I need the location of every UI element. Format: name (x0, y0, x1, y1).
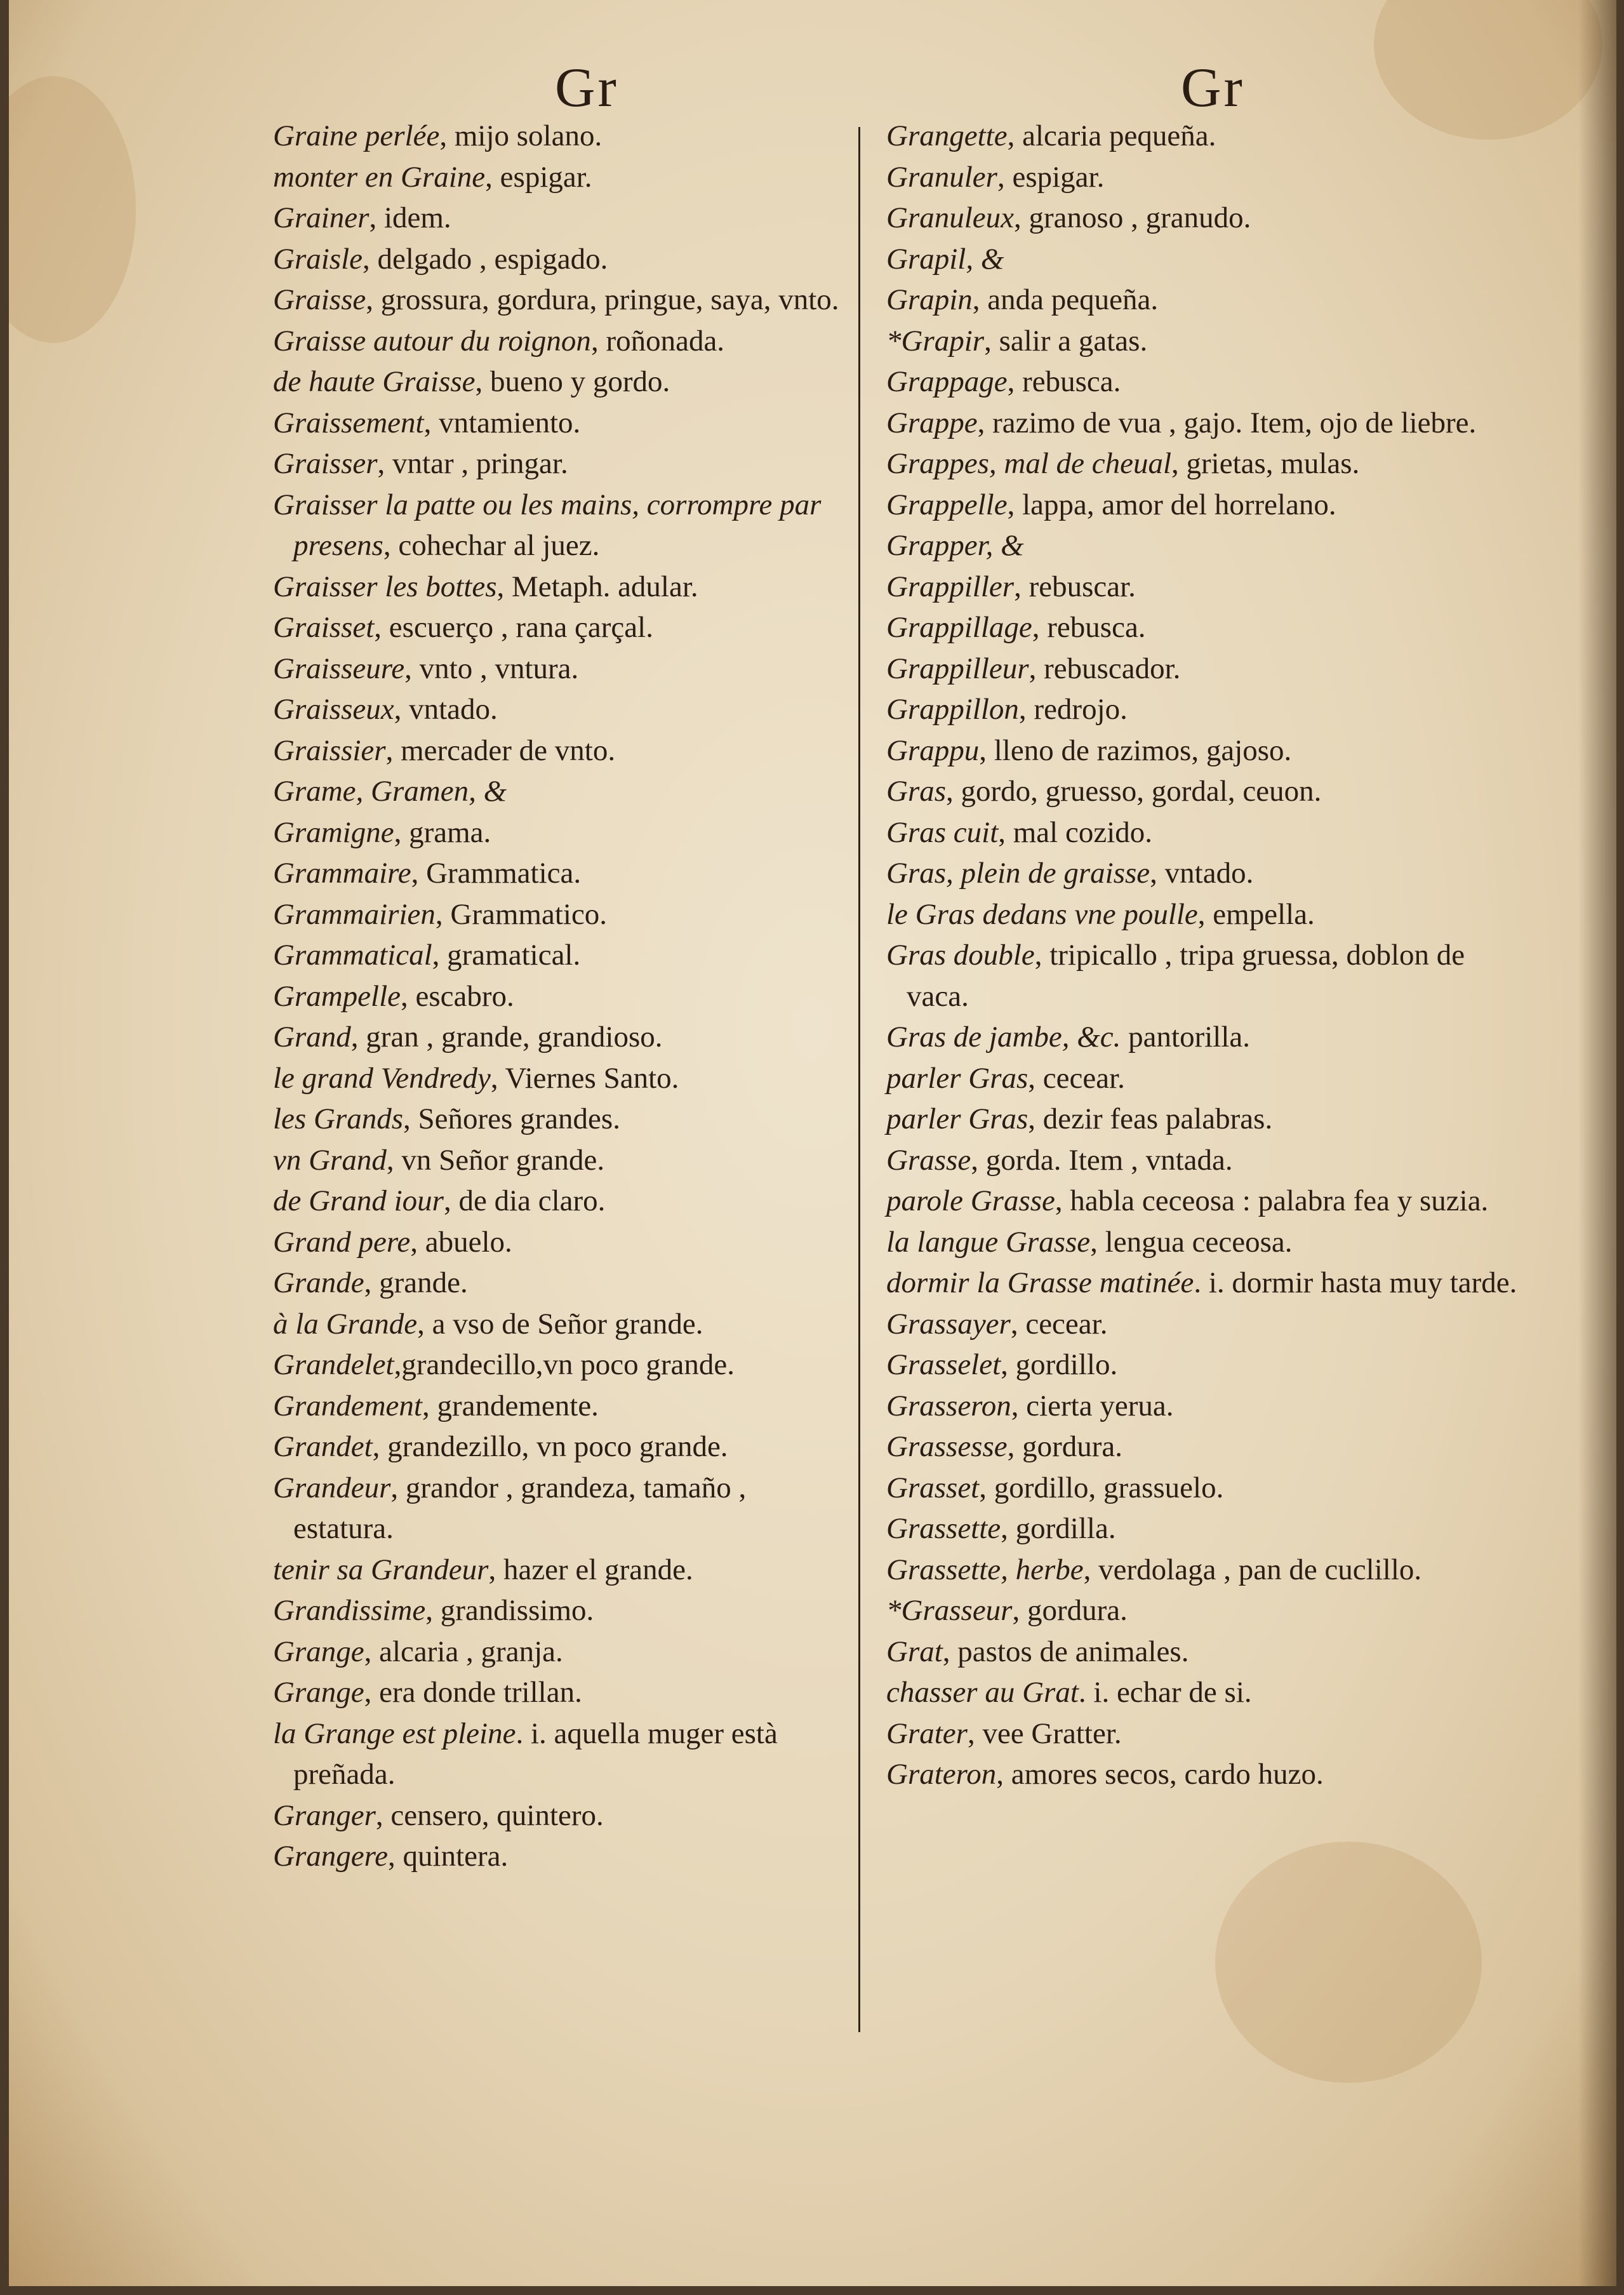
entry-definition: , grandemente. (422, 1389, 599, 1422)
entry-definition: , empella. (1197, 897, 1315, 931)
entry-headword: Grappes, mal de cheual (886, 447, 1172, 480)
entry-headword: parole Grasse (886, 1184, 1055, 1217)
entry-definition: , era donde trillan. (364, 1676, 582, 1709)
entry-definition: , cecear. (1010, 1307, 1108, 1341)
dictionary-entry (886, 403, 1527, 444)
entry-definition: , tripicallo , tripa gruessa, doblon de vaca. (907, 939, 1465, 1013)
entry-definition: , espigar. (997, 160, 1105, 194)
entry-definition: . i. aquella muger està preñada. (293, 1716, 778, 1791)
entry-definition: , vntamiento. (423, 406, 581, 439)
entry-definition: , gramatical. (432, 939, 581, 972)
entry-definition: , gorda. Item , vntada. (971, 1143, 1233, 1177)
entry-headword: Grandelet (273, 1348, 394, 1381)
dictionary-entry (886, 157, 1527, 198)
entry-definition: , grossura, gordura, pringue, saya, vnto. (366, 283, 839, 316)
entry-definition: , a vso de Señor grande. (417, 1307, 703, 1341)
dictionary-entry (886, 771, 1527, 812)
dictionary-entry (886, 1304, 1527, 1345)
entry-headword: Graissement (273, 406, 424, 439)
entry-definition: , gordo, gruesso, gordal, ceuon. (946, 775, 1322, 808)
entry-headword: Granger (273, 1798, 376, 1832)
entry-headword: vn Grand (273, 1143, 387, 1177)
entry-headword: Grapil, & (886, 242, 1004, 276)
entry-headword: le Gras dedans vne poulle (886, 897, 1198, 931)
entry-definition: ,grandecillo,vn poco grande. (394, 1348, 735, 1381)
entry-definition: , abuelo. (410, 1225, 512, 1259)
entry-headword: Graine perlée (273, 119, 440, 152)
entry-headword: Grappu (886, 733, 980, 767)
entry-headword: Grasse (886, 1143, 971, 1177)
dictionary-entry (273, 1099, 848, 1140)
dictionary-entry (886, 935, 1527, 1017)
entry-definition: , escuerço , rana çarçal. (374, 611, 653, 644)
paper-stain (1215, 1842, 1482, 2083)
entry-headword: Grande (273, 1266, 364, 1299)
dictionary-entry (273, 1304, 848, 1345)
entry-definition: , rebuscador. (1028, 652, 1181, 685)
left-running-head: Gr (555, 57, 619, 119)
entry-headword: de haute Graisse (273, 365, 476, 398)
dictionary-entry (886, 279, 1527, 321)
entry-headword: Grapper, & (886, 529, 1024, 562)
right-column (886, 116, 1527, 1795)
entry-headword: de Grand iour (273, 1184, 444, 1217)
entry-headword: Grasselet (886, 1348, 1001, 1381)
entry-headword: Gras de jambe, &c. (886, 1020, 1121, 1054)
dictionary-entry (886, 648, 1527, 690)
dictionary-entry (273, 1140, 848, 1181)
dictionary-entry (886, 894, 1527, 935)
entry-definition: , vnto , vntura. (404, 652, 579, 685)
entry-headword: Grasset (886, 1471, 980, 1504)
entry-definition: , grietas, mulas. (1171, 447, 1360, 480)
entry-headword: Grainer (273, 201, 369, 234)
entry-definition: , idem. (369, 201, 451, 234)
entry-headword: parler Gras (886, 1061, 1028, 1095)
entry-definition: , cohechar al juez. (383, 529, 600, 562)
entry-definition: pantorilla. (1121, 1020, 1251, 1054)
entry-definition: , delgado , espigado. (363, 242, 608, 276)
dictionary-entry (273, 1590, 848, 1631)
entry-headword: Grandeur (273, 1471, 391, 1504)
dictionary-entry (886, 525, 1527, 566)
entry-headword: Gras double (886, 939, 1035, 972)
dictionary-entry (273, 1836, 848, 1877)
entry-definition: , Metaph. adular. (496, 570, 698, 603)
right-running-head: Gr (1181, 57, 1245, 119)
entry-headword: Grange (273, 1676, 364, 1709)
entry-definition: , escabro. (401, 979, 514, 1013)
entry-headword: Graisse (273, 283, 366, 316)
dictionary-entry (273, 1262, 848, 1304)
dictionary-entry (273, 771, 848, 812)
entry-definition: , Grammatico. (435, 897, 608, 931)
entry-headword: Graissier (273, 733, 386, 767)
entry-headword: Grandet (273, 1430, 373, 1463)
entry-definition: , vn Señor grande. (386, 1143, 605, 1177)
entry-headword: Graisser (273, 447, 378, 480)
entry-definition: , cecear. (1028, 1061, 1125, 1095)
entry-definition: , mijo solano. (439, 119, 602, 152)
entry-definition: , gran , grande, grandioso. (350, 1020, 663, 1054)
dictionary-entry (273, 1549, 848, 1591)
dictionary-entry (273, 1468, 848, 1549)
entry-definition: , rebusca. (1007, 365, 1121, 398)
dictionary-entry (886, 1386, 1527, 1427)
dictionary-entry (273, 443, 848, 485)
dictionary-entry (886, 361, 1527, 403)
entry-headword: Graisseure (273, 652, 405, 685)
entry-definition: , razimo de vua , gajo. Item, ojo de liebre. (977, 406, 1477, 439)
entry-definition: , cierta yerua. (1011, 1389, 1174, 1422)
entry-definition: , mercader de vnto. (385, 733, 616, 767)
entry-definition: , gordura. (1007, 1430, 1123, 1463)
dictionary-entry (273, 1713, 848, 1795)
left-column (273, 116, 848, 1877)
entry-headword: Grappe (886, 406, 978, 439)
entry-headword: Grappiller (886, 570, 1015, 603)
entry-headword: Grampelle (273, 979, 401, 1013)
dictionary-entry (273, 403, 848, 444)
entry-headword: Grappillage (886, 611, 1032, 644)
entry-definition: , vntado. (394, 693, 498, 726)
entry-definition: , lleno de razimos, gajoso. (979, 733, 1292, 767)
entry-definition: , gordura. (1012, 1594, 1128, 1627)
dictionary-entry (273, 485, 848, 566)
entry-headword: Grassette, herbe (886, 1553, 1084, 1586)
dictionary-entry (886, 812, 1527, 853)
entry-definition: , grandezillo, vn poco grande. (372, 1430, 728, 1463)
dictionary-entry (273, 321, 848, 362)
entry-headword: Grangette (886, 119, 1008, 152)
entry-definition: , rebusca. (1032, 611, 1146, 644)
dictionary-entry (273, 607, 848, 648)
dictionary-entry (886, 197, 1527, 239)
entry-definition: , dezir feas palabras. (1028, 1102, 1273, 1135)
entry-headword: Grand (273, 1020, 351, 1054)
entry-definition: , vntado. (1150, 857, 1254, 890)
column-divider (858, 127, 860, 2032)
dictionary-entry (273, 1426, 848, 1468)
entry-definition: , grandissimo. (425, 1594, 594, 1627)
entry-definition: , bueno y gordo. (475, 365, 670, 398)
dictionary-entry (886, 853, 1527, 894)
entry-definition: , Señores grandes. (403, 1102, 620, 1135)
dictionary-entry (886, 1508, 1527, 1549)
dictionary-entry (886, 116, 1527, 157)
entry-headword: Graisse autour du roignon (273, 324, 591, 358)
entry-definition: , vee Gratter. (967, 1716, 1122, 1750)
dictionary-entry (886, 1468, 1527, 1509)
entry-definition: , verdolaga , pan de cuclillo. (1083, 1553, 1422, 1586)
dictionary-entry (886, 1017, 1527, 1058)
entry-headword: *Grasseur (886, 1594, 1013, 1627)
dictionary-entry (886, 1426, 1527, 1468)
entry-definition: , granoso , granudo. (1014, 201, 1251, 234)
entry-definition: , habla ceceosa : palabra fea y suzia. (1055, 1184, 1489, 1217)
entry-headword: Grat (886, 1635, 943, 1668)
dictionary-entry (886, 321, 1527, 362)
entry-headword: parler Gras (886, 1102, 1028, 1135)
entry-headword: Grappilleur (886, 652, 1029, 685)
paper-stain (9, 76, 136, 343)
entry-definition: , vntar , pringar. (377, 447, 568, 480)
dictionary-entry (886, 1631, 1527, 1673)
entry-headword: la langue Grasse (886, 1225, 1091, 1259)
entry-definition: , grama. (394, 815, 491, 849)
dictionary-entry (886, 1222, 1527, 1263)
dictionary-entry (273, 1672, 848, 1713)
dictionary-entry (886, 730, 1527, 772)
dictionary-entry (886, 485, 1527, 526)
entry-headword: Grassesse (886, 1430, 1008, 1463)
entry-headword: Graisser les bottes (273, 570, 497, 603)
entry-headword: *Grapir (886, 324, 985, 358)
entry-definition: , de dia claro. (443, 1184, 606, 1217)
entry-headword: Grand pere (273, 1225, 411, 1259)
entry-headword: Grapin (886, 283, 973, 316)
dictionary-entry (273, 1181, 848, 1222)
entry-headword: Grammairien (273, 897, 436, 931)
dictionary-entry (273, 116, 848, 157)
entry-headword: Gramigne (273, 815, 394, 849)
entry-headword: Gras cuit (886, 815, 999, 849)
entry-headword: les Grands (273, 1102, 403, 1135)
entry-definition: , lappa, amor del horrelano. (1007, 488, 1336, 521)
dictionary-entry (886, 607, 1527, 648)
dictionary-entry (886, 1344, 1527, 1386)
entry-definition: , pastos de animales. (942, 1635, 1189, 1668)
entry-definition: , Viernes Santo. (490, 1061, 679, 1095)
entry-definition: , hazer el grande. (488, 1553, 693, 1586)
dictionary-entry (886, 1099, 1527, 1140)
dictionary-entry (273, 197, 848, 239)
dictionary-entry (886, 443, 1527, 485)
entry-definition: , lengua ceceosa. (1090, 1225, 1293, 1259)
entry-definition: , gordillo. (1001, 1348, 1118, 1381)
entry-headword: Graisser la patte ou les mains, corrompre par presens (273, 488, 822, 562)
entry-definition: , censero, quintero. (375, 1798, 604, 1832)
entry-headword: Grater (886, 1716, 968, 1750)
entry-headword: Graisset (273, 611, 375, 644)
dictionary-entry (273, 566, 848, 608)
dictionary-entry (273, 812, 848, 853)
dictionary-entry (886, 239, 1527, 280)
entry-headword: Grange (273, 1635, 364, 1668)
entry-definition: , grande. (364, 1266, 468, 1299)
entry-headword: Grammaire (273, 857, 411, 890)
dictionary-entry (886, 1672, 1527, 1713)
entry-headword: Graisseux (273, 693, 394, 726)
dictionary-entry (273, 1017, 848, 1058)
entry-definition: , alcaria pequeña. (1007, 119, 1216, 152)
page-gutter-shadow (1578, 0, 1616, 2286)
dictionary-entry (273, 894, 848, 935)
dictionary-entry (273, 935, 848, 976)
entry-headword: Gras (886, 775, 947, 808)
entry-definition: , anda pequeña. (972, 283, 1159, 316)
dictionary-entry (273, 1344, 848, 1386)
entry-headword: Graisle (273, 242, 363, 276)
dictionary-entry (886, 1713, 1527, 1755)
entry-headword: Grassayer (886, 1307, 1011, 1341)
entry-headword: la Grange est pleine (273, 1716, 516, 1750)
entry-definition: . i. echar de si. (1078, 1676, 1252, 1709)
entry-headword: Gras, plein de graisse (886, 857, 1150, 890)
dictionary-entry (886, 1181, 1527, 1222)
dictionary-entry (886, 1590, 1527, 1631)
entry-headword: Grappelle (886, 488, 1008, 521)
entry-headword: Grangere (273, 1840, 389, 1873)
entry-headword: le grand Vendredy (273, 1061, 491, 1095)
dictionary-entry (886, 1754, 1527, 1795)
dictionary-entry (273, 1795, 848, 1837)
dictionary-entry (886, 1140, 1527, 1181)
entry-definition: , espigar. (485, 160, 592, 194)
entry-definition: , gordillo, grassuelo. (979, 1471, 1224, 1504)
entry-headword: Grandement (273, 1389, 422, 1422)
dictionary-entry (273, 1058, 848, 1099)
entry-headword: Granuleux (886, 201, 1015, 234)
entry-definition: , redrojo. (1018, 693, 1128, 726)
entry-headword: Grandissime (273, 1594, 426, 1627)
entry-headword: Grame, Gramen, & (273, 775, 507, 808)
dictionary-entry (273, 976, 848, 1017)
entry-definition: , mal cozido. (998, 815, 1153, 849)
dictionary-entry (886, 689, 1527, 730)
entry-headword: tenir sa Grandeur (273, 1553, 489, 1586)
dictionary-entry (273, 157, 848, 198)
dictionary-entry (886, 1262, 1527, 1304)
dictionary-entry (273, 1631, 848, 1673)
entry-headword: Grappage (886, 365, 1008, 398)
entry-headword: à la Grande (273, 1307, 418, 1341)
entry-headword: dormir la Grasse matinée (886, 1266, 1194, 1299)
dictionary-entry (273, 361, 848, 403)
dictionary-entry (273, 1222, 848, 1263)
dictionary-entry (273, 689, 848, 730)
entry-headword: monter en Graine (273, 160, 486, 194)
entry-definition: , grandor , grandeza, tamaño , estatura. (293, 1471, 747, 1545)
entry-definition: . i. dormir hasta muy tarde. (1194, 1266, 1517, 1299)
entry-definition: , quintera. (388, 1840, 509, 1873)
entry-headword: Grappillon (886, 693, 1019, 726)
entry-definition: , salir a gatas. (984, 324, 1148, 358)
entry-headword: Grassette (886, 1512, 1001, 1545)
dictionary-entry (886, 1549, 1527, 1591)
dictionary-entry (273, 853, 848, 894)
entry-headword: chasser au Grat (886, 1676, 1079, 1709)
dictionary-page (9, 0, 1616, 2286)
entry-definition: , alcaria , granja. (364, 1635, 563, 1668)
entry-definition: , rebuscar. (1014, 570, 1136, 603)
dictionary-entry (273, 279, 848, 321)
entry-definition: , Grammatica. (411, 857, 582, 890)
dictionary-entry (273, 1386, 848, 1427)
entry-headword: Grateron (886, 1758, 997, 1791)
entry-definition: , gordilla. (1001, 1512, 1116, 1545)
entry-definition: , amores secos, cardo huzo. (996, 1758, 1324, 1791)
entry-headword: Granuler (886, 160, 997, 194)
entry-definition: , roñonada. (590, 324, 725, 358)
dictionary-entry (273, 730, 848, 772)
entry-headword: Grasseron (886, 1389, 1011, 1422)
dictionary-entry (886, 566, 1527, 608)
dictionary-entry (886, 1058, 1527, 1099)
dictionary-entry (273, 648, 848, 690)
entry-headword: Grammatical (273, 939, 432, 972)
dictionary-entry (273, 239, 848, 280)
